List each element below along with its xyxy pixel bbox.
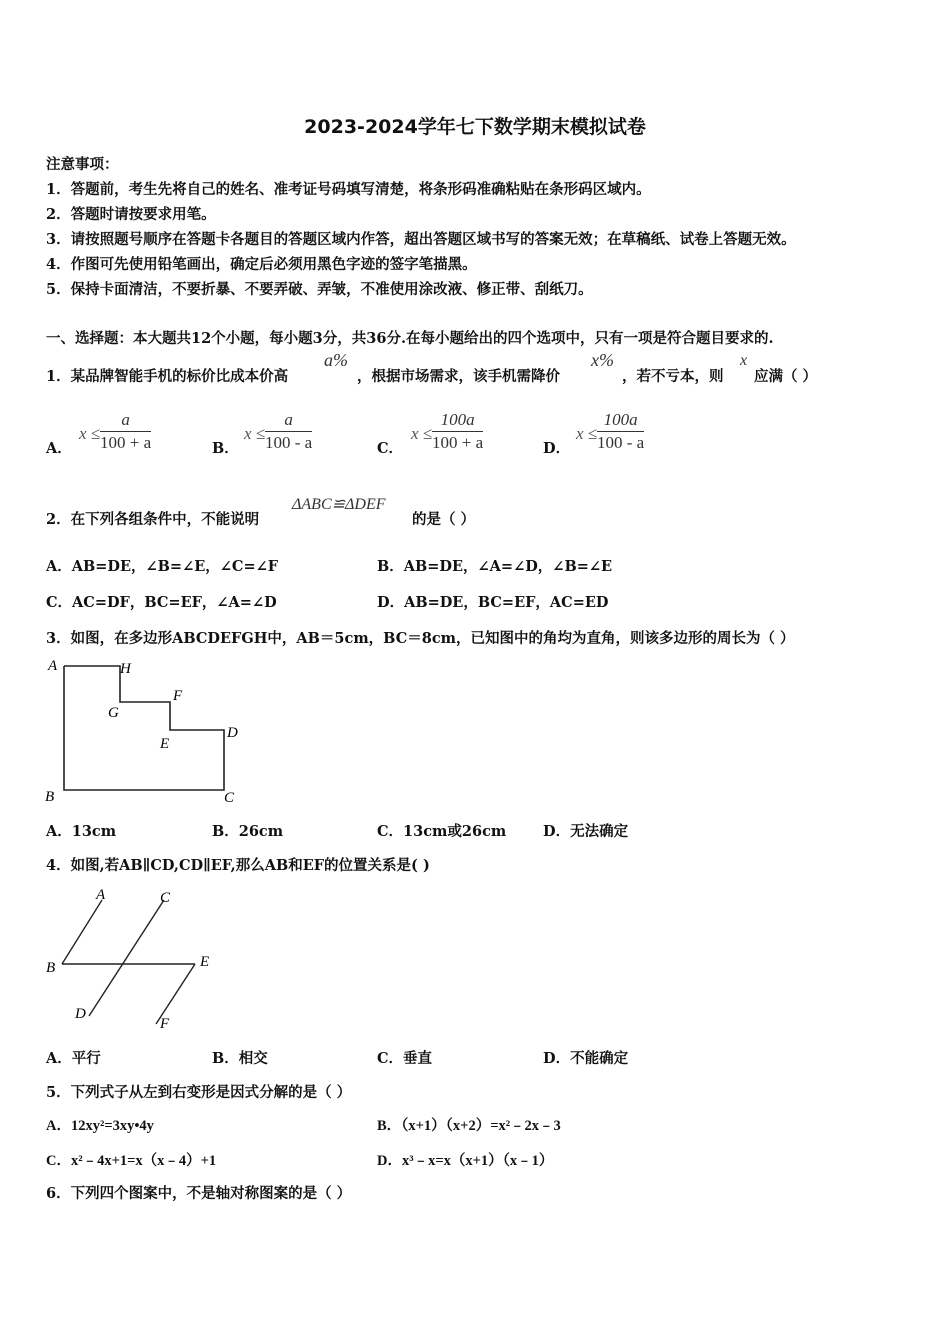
q4-line-ab (62, 900, 102, 964)
q1-option-c-numerator: 100a (432, 410, 483, 432)
q1-option-a-lhs: x ≤ (79, 424, 101, 443)
q4-line-ef (156, 964, 195, 1024)
q3-polygon-outline (64, 666, 224, 790)
q4-label-c: C (160, 890, 171, 906)
q5-stem: 5．下列式子从左到右变形是因式分解的是（ ） (46, 1084, 352, 1101)
section-heading: 一、选择题：本大题共12个小题，每小题3分，共36分.在每小题给出的四个选项中，只有一项是符合题目要求的. (46, 330, 774, 347)
q1-option-c-denominator: 100 + a (432, 433, 484, 452)
q2-stem-part1: 2．在下列各组条件中，不能说明 (46, 511, 260, 528)
q4-label-e: E (200, 954, 210, 970)
q1-option-b-label: B． (212, 440, 239, 457)
q1-option-b-denominator: 100 - a (265, 433, 313, 452)
q3-polygon-figure (40, 652, 250, 812)
q4-parallel-lines-figure (40, 882, 230, 1037)
q4-label-a: A (96, 887, 106, 903)
q1-option-a-label: A． (46, 440, 72, 457)
q1-math-a-percent: a% (324, 350, 348, 370)
q2-option-a: A．AB=DE，∠B=∠E，∠C=∠F (46, 558, 279, 575)
q4-option-b: B．相交 (212, 1050, 268, 1067)
notice-item-1: 1．答题前，考生先将自己的姓名、准考证号码填写清楚，将条形码准确粘贴在条形码区域内。 (46, 181, 651, 198)
q1-option-c-lhs: x ≤ (411, 424, 433, 443)
q3-label-a: A (48, 658, 58, 674)
q1-math-x-percent: x% (591, 350, 614, 370)
q1-option-b-lhs: x ≤ (244, 424, 266, 443)
q4-option-c: C．垂直 (377, 1050, 433, 1067)
q4-label-f: F (160, 1016, 170, 1032)
q1-option-c-fraction (432, 410, 483, 453)
q5-option-b: B．（x+1）（x+2）=x²﹣2x﹣3 (377, 1118, 561, 1134)
q1-stem-part4: 应满（ ） (754, 368, 818, 385)
notice-item-4: 4．作图可先使用铅笔画出，确定后必须用黑色字迹的签字笔描黑。 (46, 256, 477, 273)
q3-option-c: C．13cm或26cm (377, 823, 507, 840)
q1-option-d-label: D． (543, 440, 571, 457)
q2-option-d: D．AB=DE，BC=EF，AC=ED (377, 594, 609, 611)
q3-label-h: H (120, 661, 131, 677)
q1-option-a-numerator: a (100, 410, 151, 432)
q3-option-d: D．无法确定 (543, 823, 629, 840)
q3-option-b: B．26cm (212, 823, 284, 840)
q4-option-a: A．平行 (46, 1050, 101, 1067)
q4-stem: 4．如图,若AB∥CD,CD∥EF,那么AB和EF的位置关系是( ) (46, 857, 430, 874)
q3-label-f: F (173, 688, 183, 704)
q3-label-d: D (227, 725, 238, 741)
q5-option-d: D．x³﹣x=x（x+1）（x﹣1） (377, 1153, 554, 1169)
q1-option-b-fraction (265, 410, 312, 453)
q3-option-a: A．13cm (46, 823, 117, 840)
q3-label-b: B (45, 789, 55, 805)
q4-option-d: D．不能确定 (543, 1050, 629, 1067)
q6-stem: 6．下列四个图案中，不是轴对称图案的是（ ） (46, 1185, 352, 1202)
notice-heading: 注意事项： (46, 156, 119, 173)
q1-option-d-numerator: 100a (597, 410, 644, 432)
q1-option-a-denominator: 100 + a (100, 433, 152, 452)
notice-item-3: 3．请按照题号顺序在答题卡各题目的答题区域内作答，超出答题区域书写的答案无效；在草稿纸、试卷上答题无效。 (46, 231, 796, 248)
q1-stem-part2: ，根据市场需求，该手机需降价 (357, 368, 560, 385)
q1-option-d-lhs: x ≤ (576, 424, 598, 443)
q1-option-c-label: C． (377, 440, 404, 457)
q4-line-cd (89, 900, 164, 1016)
page-title: 2023-2024学年七下数学期末模拟试卷 (304, 116, 646, 138)
q1-stem-part1: 1．某品牌智能手机的标价比成本价高 (46, 368, 289, 385)
q2-option-b: B．AB=DE，∠A=∠D，∠B=∠E (377, 558, 613, 575)
q1-math-x: x (740, 352, 748, 369)
q2-math-congruence: ΔABC≌ΔDEF (292, 496, 386, 513)
q3-label-c: C (224, 790, 235, 806)
q1-option-b-numerator: a (265, 410, 312, 432)
q3-label-e: E (160, 736, 170, 752)
notice-item-5: 5．保持卡面清洁，不要折暴、不要弄破、弄皱，不准使用涂改液、修正带、刮纸刀。 (46, 281, 593, 298)
q1-option-d-fraction (597, 410, 644, 453)
q2-stem-part2: 的是（ ） (412, 511, 476, 528)
q5-option-a: A．12xy²=3xy•4y (46, 1118, 154, 1134)
q4-label-b: B (46, 960, 56, 976)
q2-option-c: C．AC=DF，BC=EF，∠A=∠D (46, 594, 277, 611)
q1-option-a-fraction (100, 410, 151, 453)
notice-item-2: 2．答题时请按要求用笔。 (46, 206, 216, 223)
q1-stem-part3: ，若不亏本，则 (622, 368, 724, 385)
q3-label-g: G (108, 705, 119, 721)
q5-option-c: C．x²﹣4x+1=x（x﹣4）+1 (46, 1153, 217, 1169)
q3-stem: 3．如图，在多边形ABCDEFGH中，AB＝5cm，BC＝8cm，已知图中的角均为直角，则该多边形的周长为（ ） (46, 630, 795, 647)
q4-label-d: D (75, 1006, 86, 1022)
q1-option-d-denominator: 100 - a (597, 433, 645, 452)
